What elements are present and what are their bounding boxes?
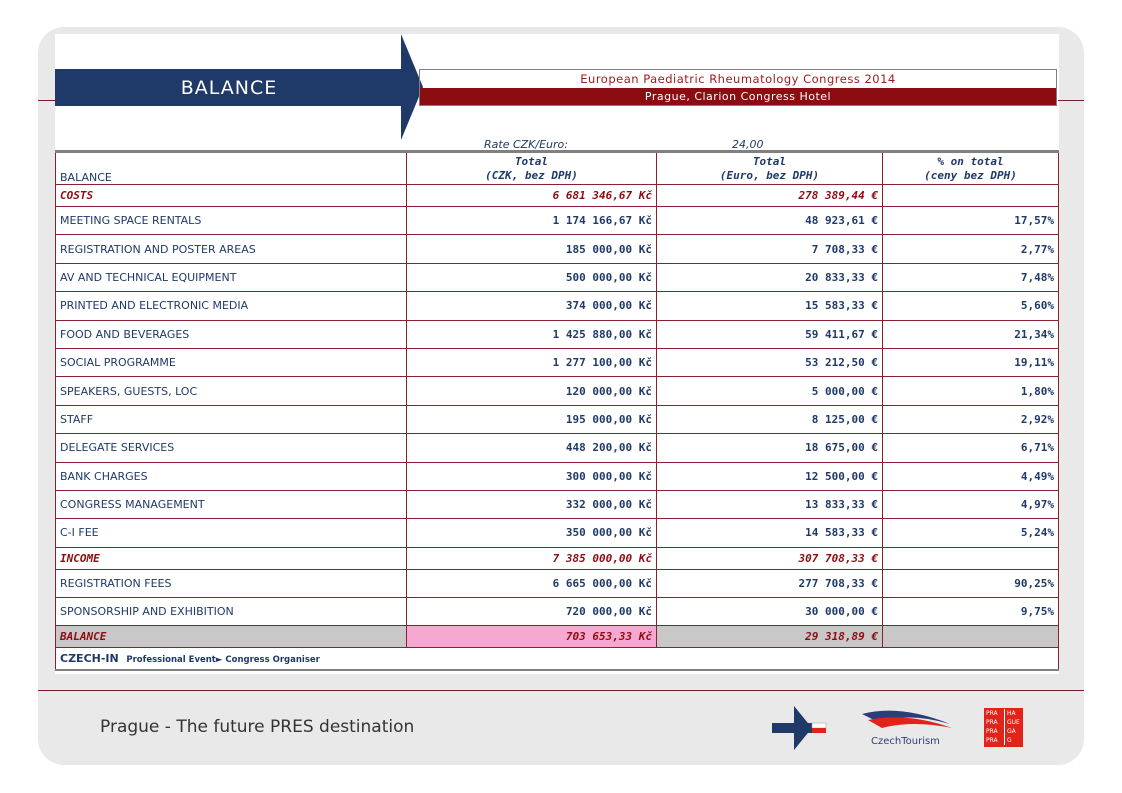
income-item-row: [56, 598, 1059, 626]
row-label: FOOD AND BEVERAGES: [56, 320, 407, 348]
col-header-eur: Total (Euro, bez DPH): [657, 152, 883, 185]
row-label: REGISTRATION AND POSTER AREAS: [56, 235, 407, 263]
row-pct: 2,92%: [883, 405, 1059, 433]
cost-row: [56, 434, 1059, 462]
row-pct: 19,11%: [883, 348, 1059, 376]
row-pct: 4,49%: [883, 462, 1059, 490]
row-czk: 120 000,00 Kč: [407, 377, 657, 405]
row-czk: 448 200,00 Kč: [407, 434, 657, 462]
row-label: AV AND TECHNICAL EQUIPMENT: [56, 263, 407, 291]
row-czk: 1 277 100,00 Kč: [407, 348, 657, 376]
row-eur: 59 411,67 €: [657, 320, 883, 348]
costs-label: COSTS: [56, 185, 407, 207]
row-label: PRINTED AND ELECTRONIC MEDIA: [56, 292, 407, 320]
row-czk: 1 174 166,67 Kč: [407, 207, 657, 235]
row-czk: 374 000,00 Kč: [407, 292, 657, 320]
row-label: BANK CHARGES: [56, 462, 407, 490]
congress-title: European Paediatric Rheumatology Congress 2014: [580, 72, 896, 86]
row-label: MEETING SPACE RENTALS: [56, 207, 407, 235]
cost-row: [56, 462, 1059, 490]
income-item-row: [56, 569, 1059, 597]
row-pct: 1,80%: [883, 377, 1059, 405]
table-footer-row: [56, 648, 1059, 670]
cost-row: [56, 377, 1059, 405]
row-czk: 195 000,00 Kč: [407, 405, 657, 433]
income-czk: 7 385 000,00 Kč: [407, 547, 657, 569]
row-label: SPONSORSHIP AND EXHIBITION: [56, 598, 407, 626]
row-pct: 17,57%: [883, 207, 1059, 235]
divider-line: [38, 100, 55, 101]
row-czk: 185 000,00 Kč: [407, 235, 657, 263]
row-czk: 332 000,00 Kč: [407, 490, 657, 518]
row-czk: 6 665 000,00 Kč: [407, 569, 657, 597]
balance-label: BALANCE: [56, 626, 407, 648]
rate-value: 24,00: [732, 138, 764, 151]
col-header-pct: % on total (ceny bez DPH): [883, 152, 1059, 185]
cost-row: [56, 263, 1059, 291]
balance-eur: 29 318,89 €: [657, 626, 883, 648]
czech-in-brand: [56, 648, 1059, 670]
row-eur: 20 833,33 €: [657, 263, 883, 291]
row-czk: 500 000,00 Kč: [407, 263, 657, 291]
row-pct: 9,75%: [883, 598, 1059, 626]
cost-row: [56, 235, 1059, 263]
balance-row: [56, 626, 1059, 648]
row-eur: 18 675,00 €: [657, 434, 883, 462]
income-row: [56, 547, 1059, 569]
costs-row: [56, 185, 1059, 207]
row-eur: 48 923,61 €: [657, 207, 883, 235]
row-eur: 15 583,33 €: [657, 292, 883, 320]
cost-row: [56, 320, 1059, 348]
cost-row: [56, 207, 1059, 235]
row-eur: 13 833,33 €: [657, 490, 883, 518]
cost-row: [56, 519, 1059, 547]
brand-tagline: Professional Event► Congress Organiser: [126, 655, 320, 666]
row-eur: 7 708,33 €: [657, 235, 883, 263]
row-label: SOCIAL PROGRAMME: [56, 348, 407, 376]
balance-table: [55, 150, 1059, 671]
row-eur: 53 212,50 €: [657, 348, 883, 376]
row-czk: 720 000,00 Kč: [407, 598, 657, 626]
income-eur: 307 708,33 €: [657, 547, 883, 569]
row-label: DELEGATE SERVICES: [56, 434, 407, 462]
row-eur: 5 000,00 €: [657, 377, 883, 405]
row-czk: 300 000,00 Kč: [407, 462, 657, 490]
row-pct: 90,25%: [883, 569, 1059, 597]
row-pct: 5,60%: [883, 292, 1059, 320]
row-pct: 7,48%: [883, 263, 1059, 291]
row-pct: 4,97%: [883, 490, 1059, 518]
col-header-czk: Total (CZK, bez DPH): [407, 152, 657, 185]
row-pct: 2,77%: [883, 235, 1059, 263]
czechtourism-logo: [860, 706, 956, 736]
table-header-row: [56, 152, 1059, 185]
row-pct: 5,24%: [883, 519, 1059, 547]
row-eur: 8 125,00 €: [657, 405, 883, 433]
row-eur: 12 500,00 €: [657, 462, 883, 490]
congress-header: [419, 69, 1057, 106]
balance-banner: BALANCE: [55, 69, 403, 106]
czech-in-logo: [772, 706, 832, 752]
czechtourism-label: CzechTourism: [871, 736, 940, 747]
row-czk: 1 425 880,00 Kč: [407, 320, 657, 348]
praha-logo: PRA HA PRA GUE PRA GA PRA G: [984, 708, 1023, 747]
cost-row: [56, 292, 1059, 320]
row-pct: 6,71%: [883, 434, 1059, 462]
cost-row: [56, 348, 1059, 376]
row-label: REGISTRATION FEES: [56, 569, 407, 597]
row-label: SPEAKERS, GUESTS, LOC: [56, 377, 407, 405]
cost-row: [56, 405, 1059, 433]
brand-name: CZECH-IN: [60, 652, 119, 666]
costs-czk: 6 681 346,67 Kč: [407, 185, 657, 207]
row-pct: 21,34%: [883, 320, 1059, 348]
row-eur: 14 583,33 €: [657, 519, 883, 547]
balance-pct: [883, 626, 1059, 648]
table-title: BALANCE: [56, 152, 407, 185]
rate-label: Rate CZK/Euro:: [484, 138, 568, 151]
congress-subtitle: Prague, Clarion Congress Hotel: [420, 88, 1056, 105]
row-label: STAFF: [56, 405, 407, 433]
slide-footer-text: Prague - The future PRES destination: [100, 717, 415, 737]
row-label: CONGRESS MANAGEMENT: [56, 490, 407, 518]
cost-row: [56, 490, 1059, 518]
row-label: C-I FEE: [56, 519, 407, 547]
income-label: INCOME: [56, 547, 407, 569]
row-eur: 277 708,33 €: [657, 569, 883, 597]
row-eur: 30 000,00 €: [657, 598, 883, 626]
footer-divider: [38, 690, 1084, 691]
income-pct: [883, 547, 1059, 569]
divider-line: [1058, 100, 1084, 101]
row-czk: 350 000,00 Kč: [407, 519, 657, 547]
balance-czk: 703 653,33 Kč: [407, 626, 657, 648]
costs-eur: 278 389,44 €: [657, 185, 883, 207]
